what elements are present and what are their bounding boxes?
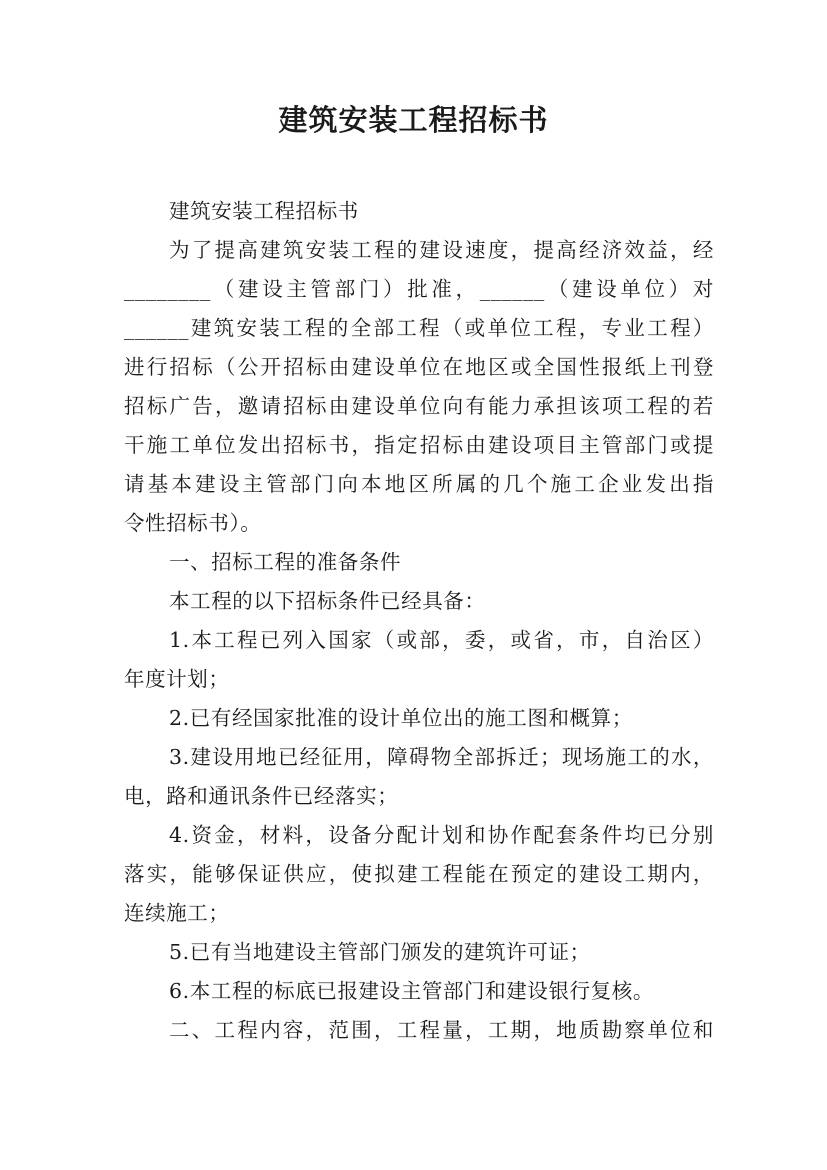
document-title: 建筑安装工程招标书 (278, 103, 549, 137)
list-item-line: 6.本工程的标底已报建设主管部门和建设银行复核。 (169, 979, 654, 1003)
paragraph-line: ________（建设主管部门）批准，______（建设单位）对 (124, 277, 714, 301)
list-item-line: 年度计划； (124, 667, 230, 691)
paragraph-line: 建筑安装工程招标书 (169, 199, 359, 223)
list-item-line: 连续施工； (124, 901, 230, 925)
paragraph-line: 为了提高建筑安装工程的建设速度，提高经济效益，经 (169, 238, 714, 262)
paragraph-line: ______建筑安装工程的全部工程（或单位工程，专业工程） (124, 316, 714, 340)
list-item-line: 落实，能够保证供应，使拟建工程能在预定的建设工期内， (124, 862, 714, 886)
paragraph-line: 本工程的以下招标条件已经具备： (169, 589, 486, 613)
list-item-line: 3.建设用地已经征用，障碍物全部拆迁；现场施工的水， (169, 745, 714, 769)
paragraph-line: 令性招标书）。 (124, 511, 262, 535)
list-item-line: 4.资金，材料，设备分配计划和协作配套条件均已分别 (169, 823, 714, 847)
list-item-line: 2.已有经国家批准的设计单位出的施工图和概算； (169, 706, 633, 730)
section-heading: 一、招标工程的准备条件 (169, 550, 402, 574)
list-item-line: 1.本工程已列入国家（或部，委，或省，市，自治区） (169, 628, 714, 652)
paragraph-line: 进行招标（公开招标由建设单位在地区或全国性报纸上刊登 (124, 355, 714, 379)
list-item-line: 电，路和通讯条件已经落实； (124, 784, 399, 808)
list-item-line: 5.已有当地建设主管部门颁发的建筑许可证； (169, 940, 591, 964)
paragraph-line: 招标广告，邀请招标由建设单位向有能力承担该项工程的若 (124, 394, 714, 418)
paragraph-line: 干施工单位发出招标书，指定招标由建设项目主管部门或提 (124, 433, 714, 457)
section-heading: 二、工程内容，范围，工程量，工期，地质勘察单位和 (169, 1018, 714, 1042)
paragraph-line: 请基本建设主管部门向本地区所属的几个施工企业发出指 (124, 472, 714, 496)
